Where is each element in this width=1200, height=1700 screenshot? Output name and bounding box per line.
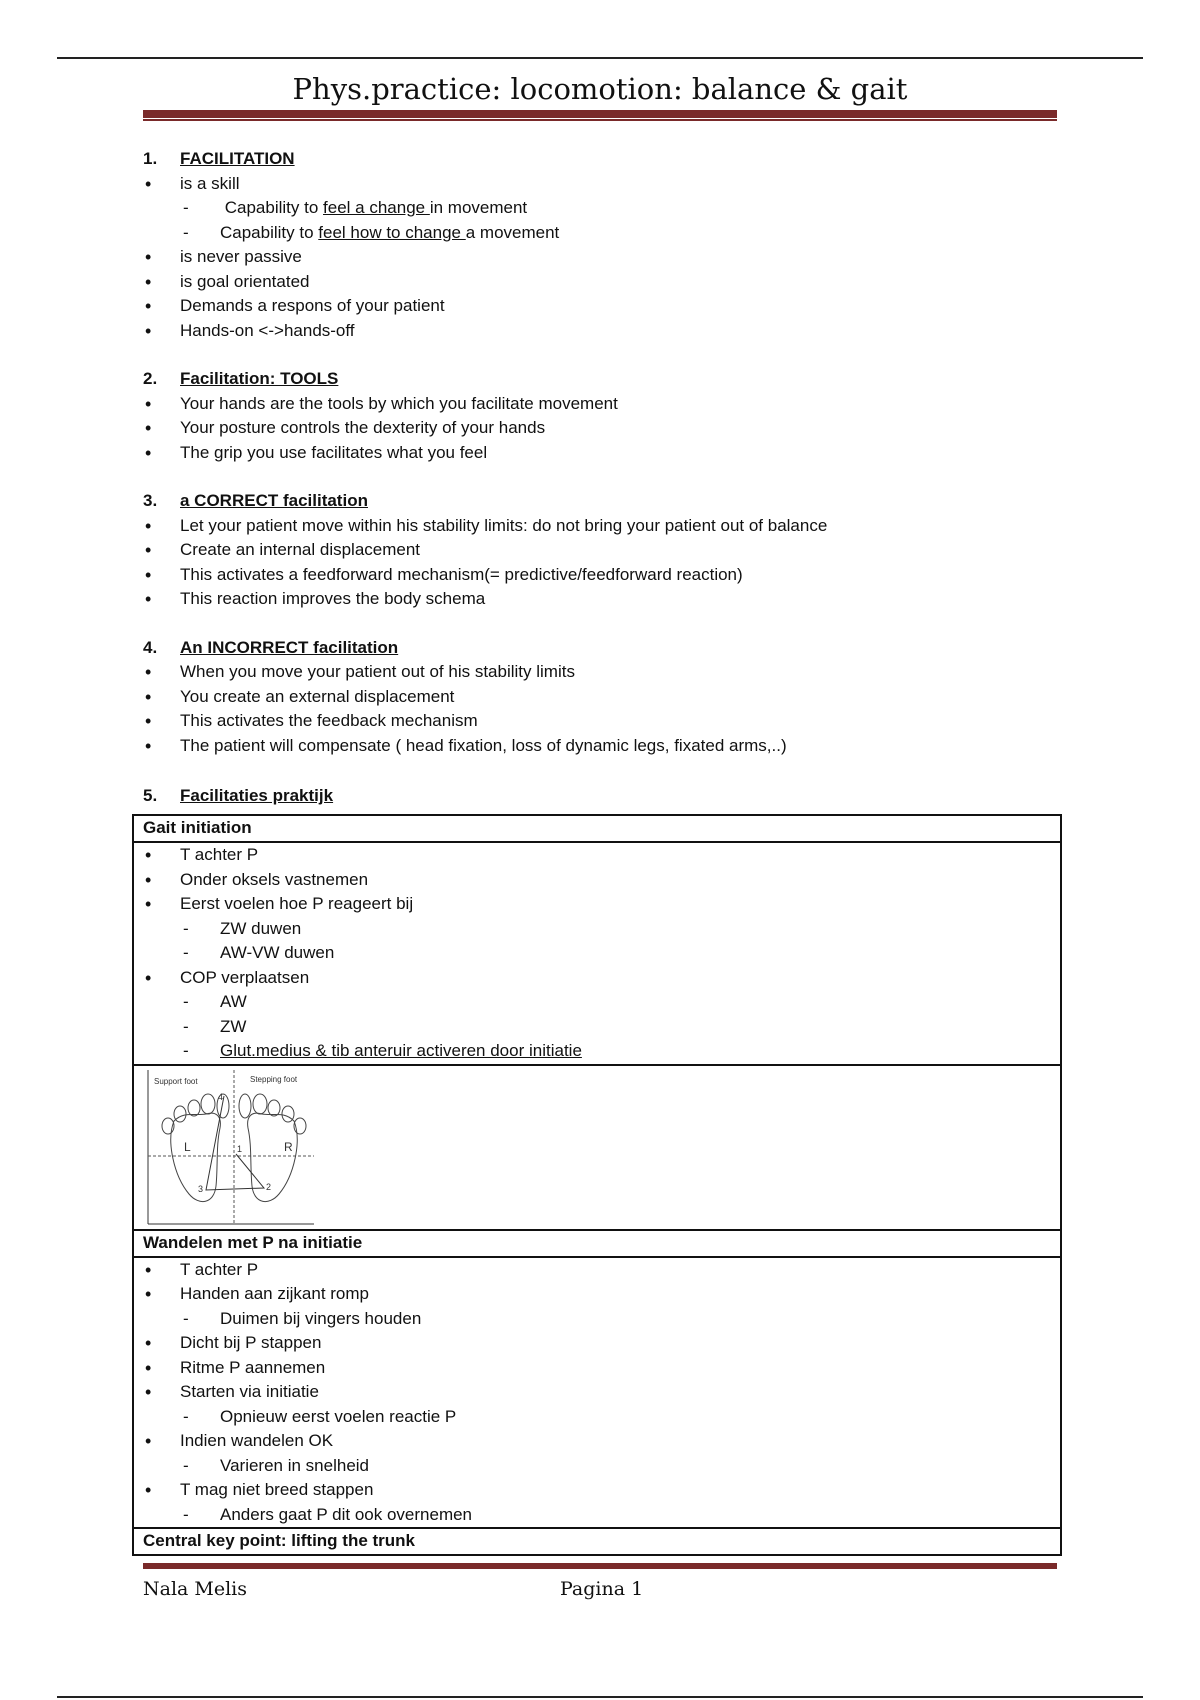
bullet-icon: •: [145, 845, 152, 865]
bullet-icon: •: [145, 1284, 152, 1304]
bullet-icon: •: [145, 1357, 152, 1378]
cop-point-3: 3: [198, 1183, 204, 1194]
bullet-icon: •: [145, 296, 152, 316]
table-cell-walking: [134, 1256, 1060, 1528]
list-item: • The grip you use facilitates what you feel: [143, 441, 1073, 466]
practice-table: [132, 814, 1062, 1556]
bullet-icon: •: [145, 271, 152, 292]
sub-list-item: - Duimen bij vingers houden: [143, 1307, 1060, 1332]
dash-icon: -: [183, 1308, 189, 1328]
table-header-gait-initiation: Gait initiation: [143, 818, 252, 837]
section-heading: Facilitaties praktijk: [180, 786, 334, 805]
bullet-icon: •: [145, 1480, 152, 1500]
dash-icon: -: [183, 943, 189, 962]
section-number: 5.: [143, 786, 158, 805]
sub-list-item: - Capability to feel how to change a movement: [143, 221, 1073, 246]
dash-icon: -: [183, 1041, 189, 1060]
list-item: • is goal orientated: [143, 270, 1073, 295]
sub-list-item: - AW-VW duwen: [143, 941, 1060, 966]
section-number: 2.: [143, 369, 158, 388]
dash-icon: -: [183, 1455, 189, 1475]
bullet-icon: •: [145, 1259, 152, 1280]
section-number: 3.: [143, 491, 158, 510]
sub-list-item: - Capability to feel a change in movement: [143, 196, 1073, 221]
list-item: • Hands-on <->hands-off: [143, 319, 1073, 344]
dash-icon: -: [183, 1406, 189, 1426]
document-body: [143, 147, 1073, 809]
right-toe: [253, 1094, 267, 1114]
bullet-icon: •: [145, 173, 152, 194]
bullet-icon: •: [145, 540, 152, 560]
cop-trajectory: [206, 1096, 264, 1190]
list-item: • Let your patient move within his stability limits: do not bring your patient out of balance: [143, 514, 1073, 539]
title-underline-thin: [143, 119, 1057, 121]
top-rule: [57, 57, 1143, 59]
list-item: • Demands a respons of your patient: [143, 294, 1073, 319]
left-foot-outline: [171, 1113, 221, 1201]
sub-list-item: - Varieren in snelheid: [143, 1454, 1060, 1479]
bullet-icon: •: [145, 1382, 152, 1402]
dash-icon: -: [183, 222, 189, 242]
section-correct-facilitation: [143, 489, 1073, 612]
sub-list-item: - Glut.medius & tib anteruir activeren door initiatie: [143, 1039, 1060, 1064]
left-toe: [174, 1106, 186, 1122]
bullet-icon: •: [145, 442, 152, 463]
sub-list-item: - ZW duwen: [143, 917, 1060, 942]
list-item: • Indien wandelen OK: [143, 1429, 1060, 1454]
page-title: Phys.practice: locomotion: balance & gait: [292, 72, 908, 106]
list-item: • T achter P: [143, 1258, 1060, 1283]
bullet-icon: •: [145, 418, 152, 438]
list-item: • Ritme P aannemen: [143, 1356, 1060, 1381]
left-label: L: [184, 1139, 191, 1154]
sub-list-item: - ZW: [143, 1015, 1060, 1040]
dash-icon: -: [183, 992, 189, 1011]
section-heading: a CORRECT facilitation: [180, 491, 368, 510]
list-item: • When you move your patient out of his stability limits: [143, 660, 1073, 685]
section-facilitation: [143, 147, 1073, 343]
list-item: • T achter P: [143, 843, 1060, 868]
bullet-icon: •: [145, 515, 152, 536]
dash-icon: -: [183, 1016, 189, 1036]
section-incorrect-facilitation: [143, 636, 1073, 759]
sub-list-item: - Anders gaat P dit ook overnemen: [143, 1503, 1060, 1528]
section-number: 4.: [143, 637, 158, 657]
cop-point-4: 4: [218, 1091, 224, 1102]
list-item: • Onder oksels vastnemen: [143, 868, 1060, 893]
bullet-icon: •: [145, 869, 152, 890]
bullet-icon: •: [145, 320, 152, 341]
stepping-foot-label: Stepping foot: [250, 1074, 298, 1084]
right-toe: [282, 1106, 294, 1122]
section-heading: Facilitation: TOOLS: [180, 369, 339, 388]
bottom-rule: [57, 1696, 1143, 1698]
bullet-icon: •: [145, 894, 152, 914]
list-item: • Your posture controls the dexterity of your hands: [143, 416, 1073, 441]
sub-list-item: - AW: [143, 990, 1060, 1015]
right-label: R: [284, 1139, 293, 1154]
section-number: 1.: [143, 149, 158, 168]
bullet-icon: •: [145, 662, 152, 682]
bullet-icon: •: [145, 589, 152, 609]
bullet-icon: •: [145, 967, 152, 988]
section-heading: An INCORRECT facilitation: [180, 637, 399, 657]
list-item: • You create an external displacement: [143, 685, 1073, 710]
support-foot-label: Support foot: [154, 1076, 198, 1086]
section-tools: [143, 367, 1073, 465]
footer-author: Nala Melis: [143, 1578, 247, 1600]
list-item: • Handen aan zijkant romp: [143, 1282, 1060, 1307]
bullet-icon: •: [145, 393, 152, 414]
bullet-icon: •: [145, 1431, 152, 1451]
list-item: • Eerst voelen hoe P reageert bij: [143, 892, 1060, 917]
table-header-walking: Wandelen met P na initiatie: [134, 1229, 1060, 1256]
list-item: • The patient will compensate ( head fixation, loss of dynamic legs, fixated arms,..): [143, 734, 1073, 759]
list-item: • is a skill: [143, 172, 1073, 197]
list-item: • COP verplaatsen: [143, 966, 1060, 991]
cop-point-2: 2: [266, 1181, 272, 1192]
section-heading: FACILITATION: [180, 149, 295, 168]
table-cell-figure: [134, 1064, 1060, 1229]
list-item: • is never passive: [143, 245, 1073, 270]
list-item: • Dicht bij P stappen: [143, 1331, 1060, 1356]
list-item: • Starten via initiatie: [143, 1380, 1060, 1405]
list-item: • Create an internal displacement: [143, 538, 1073, 563]
table-cell-gait-initiation: [134, 841, 1060, 1064]
list-item: • T mag niet breed stappen: [143, 1478, 1060, 1503]
right-toe: [239, 1094, 251, 1118]
bullet-icon: •: [145, 735, 152, 756]
bullet-icon: •: [145, 564, 152, 585]
left-toe: [201, 1094, 215, 1114]
section-practice: [143, 784, 1073, 809]
list-item: • This reaction improves the body schema: [143, 587, 1073, 612]
left-toe: [188, 1100, 200, 1116]
title-underline: [143, 110, 1057, 118]
dash-icon: -: [183, 198, 189, 217]
table-header-central-key-point: Central key point: lifting the trunk: [134, 1527, 1060, 1554]
list-item: • Your hands are the tools by which you facilitate movement: [143, 392, 1073, 417]
footer-rule: [143, 1563, 1057, 1569]
right-toe: [268, 1100, 280, 1116]
list-item: • This activates the feedback mechanism: [143, 709, 1073, 734]
footer-page-number: Pagina 1: [560, 1578, 644, 1600]
cop-point-1: 1: [237, 1143, 243, 1154]
list-item: • This activates a feedforward mechanism(= predictive/feedforward reaction): [143, 563, 1073, 588]
bullet-icon: •: [145, 247, 152, 267]
bullet-icon: •: [145, 1333, 152, 1353]
dash-icon: -: [183, 1504, 189, 1524]
sub-list-item: - Opnieuw eerst voelen reactie P: [143, 1405, 1060, 1430]
bullet-icon: •: [145, 711, 152, 731]
dash-icon: -: [183, 918, 189, 938]
feet-cop-diagram: [144, 1066, 324, 1229]
bullet-icon: •: [145, 686, 152, 707]
